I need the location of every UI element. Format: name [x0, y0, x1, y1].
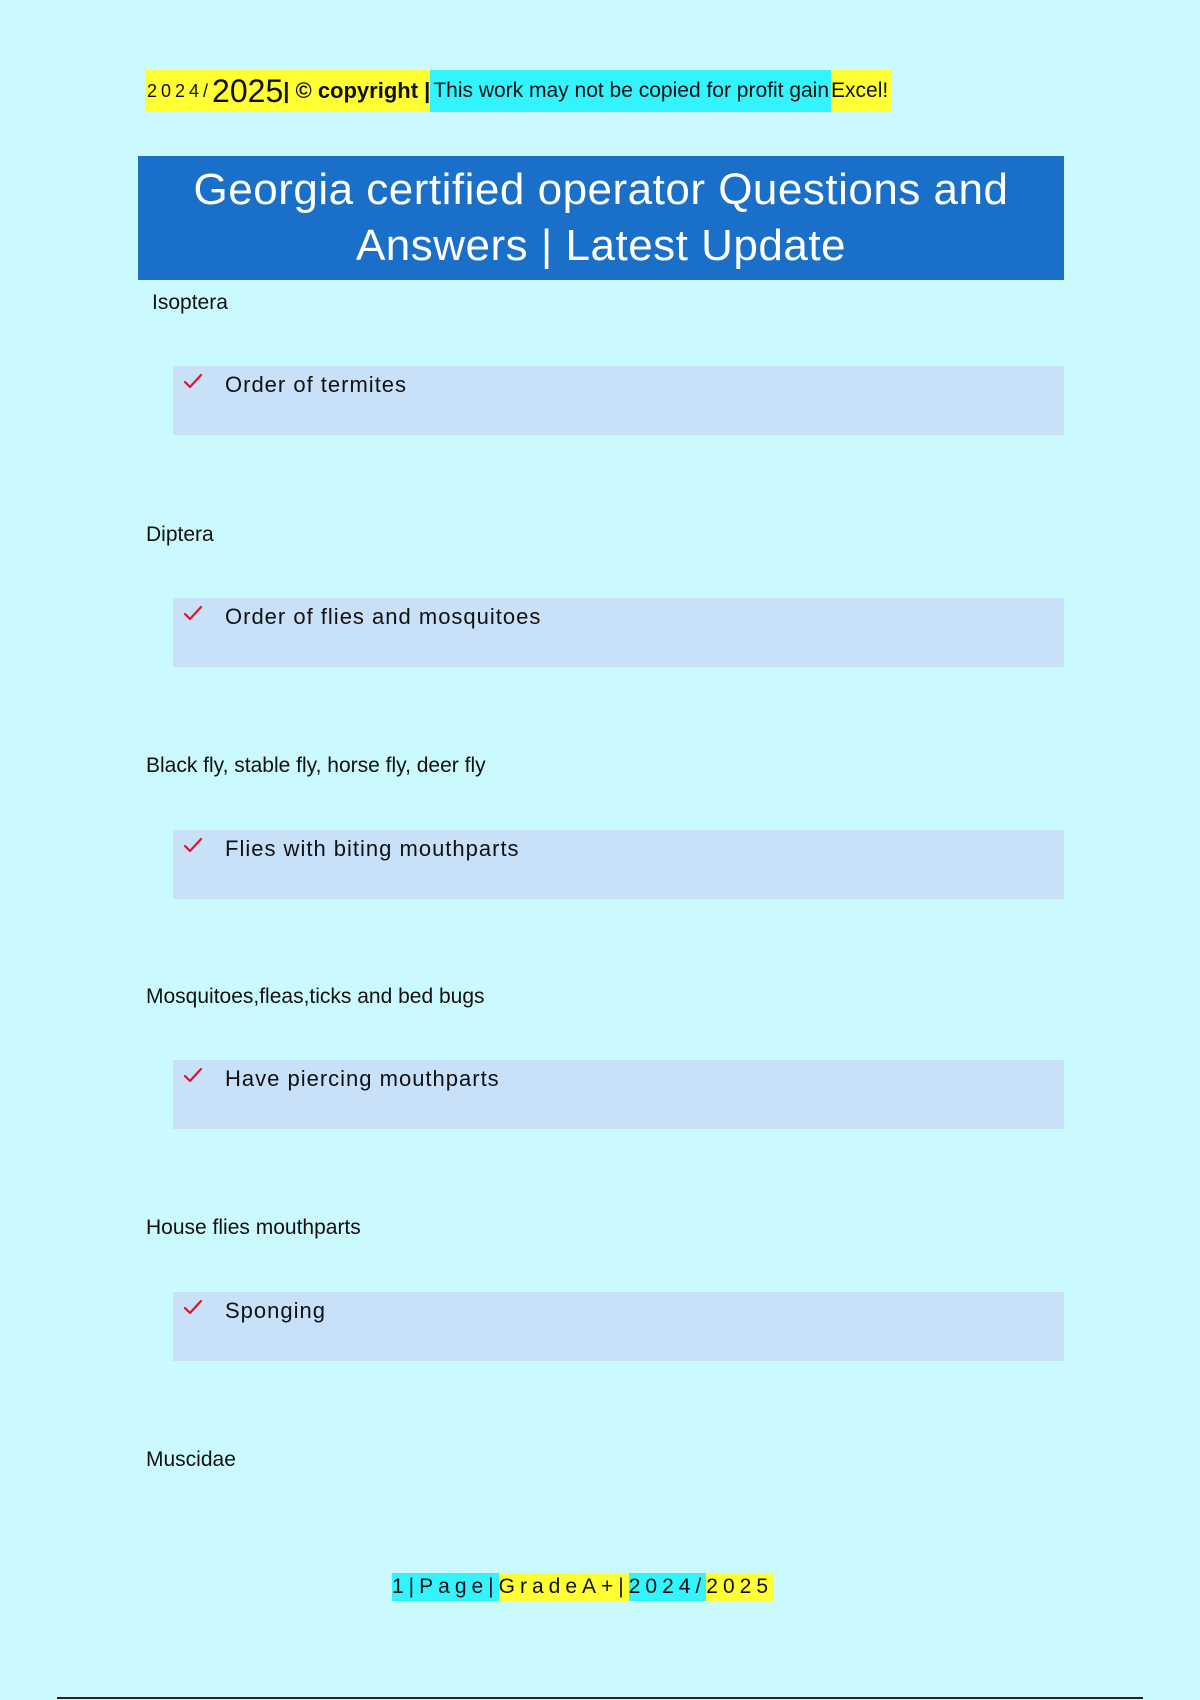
answer-text: Sponging — [225, 1298, 326, 1323]
answer-box — [173, 598, 1064, 667]
answer-box — [173, 830, 1064, 899]
answer-box — [173, 1060, 1064, 1129]
document-title — [194, 162, 1009, 274]
header-copyright: | © copyright | — [283, 70, 430, 112]
answer-text: Order of termites — [225, 372, 408, 397]
question-text: Diptera — [146, 523, 214, 546]
header-year-small: 2024/ — [145, 70, 212, 112]
footer-year-end: 2025 — [706, 1573, 773, 1601]
document-title-box — [138, 156, 1064, 280]
answer-box — [173, 366, 1064, 435]
check-icon — [183, 604, 203, 624]
check-icon — [183, 372, 203, 392]
question-text: Black fly, stable fly, horse fly, deer fly — [146, 754, 486, 777]
header-year-big: 2025 — [212, 70, 283, 112]
check-icon — [183, 1066, 203, 1086]
question-text: House flies mouthparts — [146, 1216, 361, 1239]
answer-text: Have piercing mouthparts — [225, 1066, 500, 1091]
footer-grade: GradeA+| — [499, 1573, 629, 1601]
title-line-2: Answers | Latest Update — [355, 221, 847, 270]
header-notice: This work may not be copied for profit gain — [430, 70, 831, 112]
page-bottom-rule — [57, 1697, 1143, 1699]
answer-box — [173, 1292, 1064, 1361]
header-excel: Excel! — [831, 70, 892, 112]
check-icon — [183, 1298, 203, 1318]
question-text: Isoptera — [152, 291, 228, 314]
check-icon — [183, 836, 203, 856]
answer-text: Flies with biting mouthparts — [225, 836, 520, 861]
title-line-1: Georgia certified operator Questions and — [193, 165, 1009, 214]
question-text: Mosquitoes,fleas,ticks and bed bugs — [146, 985, 485, 1008]
question-text: Muscidae — [146, 1448, 236, 1471]
footer-page-number: 1|Page| — [392, 1573, 499, 1601]
page-footer — [392, 1573, 773, 1601]
copyright-header — [145, 70, 892, 112]
answer-text: Order of flies and mosquitoes — [225, 604, 542, 629]
footer-year-start: 2024/ — [629, 1573, 707, 1601]
